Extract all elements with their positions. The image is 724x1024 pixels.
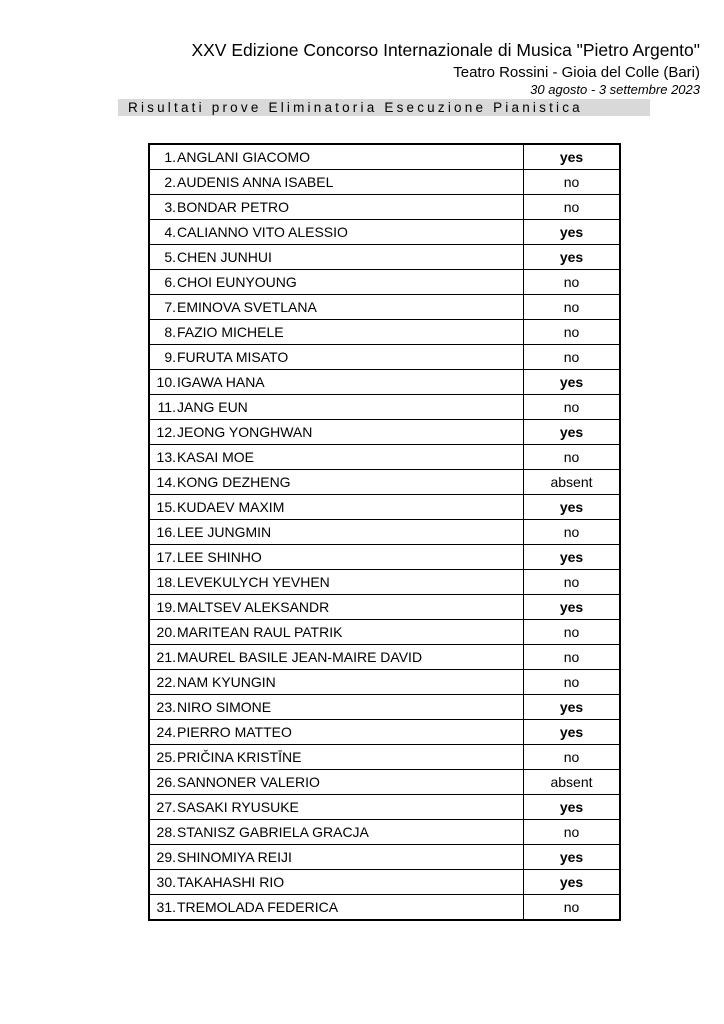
candidate-name: CALIANNO VITO ALESSIO	[177, 224, 348, 240]
candidate-cell	[149, 670, 524, 695]
candidate-cell	[149, 595, 524, 620]
result-cell: no	[524, 745, 621, 770]
candidate-number: 29.	[156, 849, 176, 865]
candidate-number: 10.	[156, 374, 176, 390]
candidate-name: FURUTA MISATO	[177, 349, 289, 365]
table-row	[149, 170, 620, 195]
candidate-cell	[149, 720, 524, 745]
table-row	[149, 870, 620, 895]
candidate-cell	[149, 620, 524, 645]
candidate-cell	[149, 144, 524, 170]
candidate-name: MARITEAN RAUL PATRIK	[177, 624, 343, 640]
candidate-cell	[149, 545, 524, 570]
candidate-number: 5.	[164, 249, 176, 265]
table-row	[149, 895, 620, 921]
candidate-cell	[149, 220, 524, 245]
result-cell: yes	[524, 245, 621, 270]
result-cell: no	[524, 345, 621, 370]
candidate-cell	[149, 570, 524, 595]
candidate-name: STANISZ GABRIELA GRACJA	[177, 824, 369, 840]
candidate-number: 13.	[156, 449, 176, 465]
candidate-cell	[149, 395, 524, 420]
result-cell: yes	[524, 420, 621, 445]
dates-line: 30 agosto - 3 settembre 2023	[530, 82, 700, 97]
result-cell: no	[524, 270, 621, 295]
result-cell: yes	[524, 220, 621, 245]
candidate-name: KONG DEZHENG	[177, 474, 291, 490]
candidate-cell	[149, 795, 524, 820]
table-row	[149, 320, 620, 345]
result-cell: yes	[524, 695, 621, 720]
candidate-name: CHOI EUNYOUNG	[177, 274, 297, 290]
result-cell: yes	[524, 870, 621, 895]
candidate-number: 15.	[156, 499, 176, 515]
candidate-number: 21.	[156, 649, 176, 665]
result-cell: no	[524, 570, 621, 595]
candidate-name: PIERRO MATTEO	[177, 724, 292, 740]
candidate-number: 28.	[156, 824, 176, 840]
table-row	[149, 270, 620, 295]
candidate-cell	[149, 445, 524, 470]
candidate-cell	[149, 470, 524, 495]
result-cell: yes	[524, 495, 621, 520]
table-row	[149, 620, 620, 645]
table-row	[149, 245, 620, 270]
candidate-number: 18.	[156, 574, 176, 590]
table-row	[149, 570, 620, 595]
candidate-cell	[149, 170, 524, 195]
table-row	[149, 770, 620, 795]
candidate-number: 2.	[164, 174, 176, 190]
candidate-cell	[149, 845, 524, 870]
candidate-cell	[149, 345, 524, 370]
candidate-cell	[149, 245, 524, 270]
result-cell: no	[524, 645, 621, 670]
table-row	[149, 445, 620, 470]
result-cell: no	[524, 170, 621, 195]
candidate-number: 22.	[156, 674, 176, 690]
candidate-cell	[149, 745, 524, 770]
candidate-number: 24.	[156, 724, 176, 740]
candidate-name: LEE JUNGMIN	[177, 524, 272, 540]
candidate-name: JEONG YONGHWAN	[177, 424, 313, 440]
candidate-number: 31.	[156, 899, 176, 915]
candidate-name: CHEN JUNHUI	[177, 249, 272, 265]
results-table	[148, 143, 621, 921]
candidate-number: 26.	[156, 774, 176, 790]
candidate-cell	[149, 320, 524, 345]
candidate-name: NIRO SIMONE	[177, 699, 272, 715]
table-row	[149, 595, 620, 620]
venue-line: Teatro Rossini - Gioia del Colle (Bari)	[453, 64, 700, 81]
table-row	[149, 370, 620, 395]
candidate-number: 9.	[164, 349, 176, 365]
candidate-number: 19.	[156, 599, 176, 615]
candidate-cell	[149, 870, 524, 895]
candidate-number: 6.	[164, 274, 176, 290]
result-cell: yes	[524, 845, 621, 870]
candidate-name: MALTSEV ALEKSANDR	[177, 599, 330, 615]
table-row	[149, 670, 620, 695]
candidate-cell	[149, 695, 524, 720]
candidate-cell	[149, 495, 524, 520]
table-row	[149, 795, 620, 820]
table-row	[149, 545, 620, 570]
result-cell: no	[524, 895, 621, 921]
candidate-number: 17.	[156, 549, 176, 565]
candidate-name: ANGLANI GIACOMO	[177, 149, 311, 165]
result-cell: no	[524, 395, 621, 420]
result-cell: no	[524, 445, 621, 470]
candidate-cell	[149, 770, 524, 795]
candidate-name: EMINOVA SVETLANA	[177, 299, 317, 315]
results-table-body	[149, 144, 620, 920]
table-row	[149, 645, 620, 670]
candidate-name: TAKAHASHI RIO	[177, 874, 285, 890]
candidate-cell	[149, 295, 524, 320]
candidate-name: AUDENIS ANNA ISABEL	[177, 174, 334, 190]
table-row	[149, 695, 620, 720]
table-row	[149, 395, 620, 420]
result-cell: yes	[524, 595, 621, 620]
candidate-number: 20.	[156, 624, 176, 640]
table-row	[149, 295, 620, 320]
table-row	[149, 345, 620, 370]
result-cell: no	[524, 820, 621, 845]
result-cell: absent	[524, 770, 621, 795]
candidate-name: KASAI MOE	[177, 449, 255, 465]
candidate-number: 12.	[156, 424, 176, 440]
candidate-number: 1.	[164, 149, 176, 165]
table-row	[149, 520, 620, 545]
candidate-cell	[149, 270, 524, 295]
candidate-cell	[149, 370, 524, 395]
candidate-number: 7.	[164, 299, 176, 315]
candidate-number: 14.	[156, 474, 176, 490]
candidate-name: SASAKI RYUSUKE	[177, 799, 299, 815]
candidate-number: 23.	[156, 699, 176, 715]
table-row	[149, 470, 620, 495]
candidate-name: SHINOMIYA REIJI	[177, 849, 292, 865]
candidate-name: JANG EUN	[177, 399, 248, 415]
result-cell: yes	[524, 144, 621, 170]
candidate-name: MAUREL BASILE JEAN-MAIRE DAVID	[177, 649, 423, 665]
candidate-name: TREMOLADA FEDERICA	[177, 899, 339, 915]
result-cell: no	[524, 195, 621, 220]
table-row	[149, 420, 620, 445]
result-cell: no	[524, 295, 621, 320]
candidate-number: 16.	[156, 524, 176, 540]
candidate-cell	[149, 195, 524, 220]
candidate-name: FAZIO MICHELE	[177, 324, 284, 340]
table-row	[149, 144, 620, 170]
candidate-cell	[149, 420, 524, 445]
table-row	[149, 820, 620, 845]
results-banner: Risultati prove Eliminatoria Esecuzione Pianistica	[118, 99, 650, 116]
candidate-cell	[149, 820, 524, 845]
result-cell: yes	[524, 545, 621, 570]
candidate-name: LEE SHINHO	[177, 549, 262, 565]
competition-title: XXV Edizione Concorso Internazionale di Musica "Pietro Argento"	[191, 40, 700, 60]
result-cell: absent	[524, 470, 621, 495]
candidate-name: IGAWA HANA	[177, 374, 265, 390]
table-row	[149, 720, 620, 745]
table-row	[149, 495, 620, 520]
table-row	[149, 220, 620, 245]
candidate-name: LEVEKULYCH YEVHEN	[177, 574, 330, 590]
candidate-name: NAM KYUNGIN	[177, 674, 276, 690]
result-cell: yes	[524, 370, 621, 395]
result-cell: yes	[524, 720, 621, 745]
candidate-number: 27.	[156, 799, 176, 815]
candidate-cell	[149, 645, 524, 670]
candidate-name: KUDAEV MAXIM	[177, 499, 285, 515]
result-cell: no	[524, 520, 621, 545]
candidate-number: 11.	[157, 399, 176, 415]
candidate-number: 3.	[164, 199, 176, 215]
candidate-number: 30.	[156, 874, 176, 890]
candidate-name: BONDAR PETRO	[177, 199, 290, 215]
candidate-number: 8.	[164, 324, 176, 340]
candidate-cell	[149, 895, 524, 921]
candidate-number: 4.	[164, 224, 176, 240]
candidate-number: 25.	[156, 749, 176, 765]
candidate-name: PRIČINA KRISTĪNE	[177, 749, 302, 765]
candidate-name: SANNONER VALERIO	[177, 774, 320, 790]
result-cell: no	[524, 670, 621, 695]
table-row	[149, 745, 620, 770]
candidate-cell	[149, 520, 524, 545]
result-cell: no	[524, 620, 621, 645]
table-row	[149, 845, 620, 870]
table-row	[149, 195, 620, 220]
result-cell: yes	[524, 795, 621, 820]
result-cell: no	[524, 320, 621, 345]
